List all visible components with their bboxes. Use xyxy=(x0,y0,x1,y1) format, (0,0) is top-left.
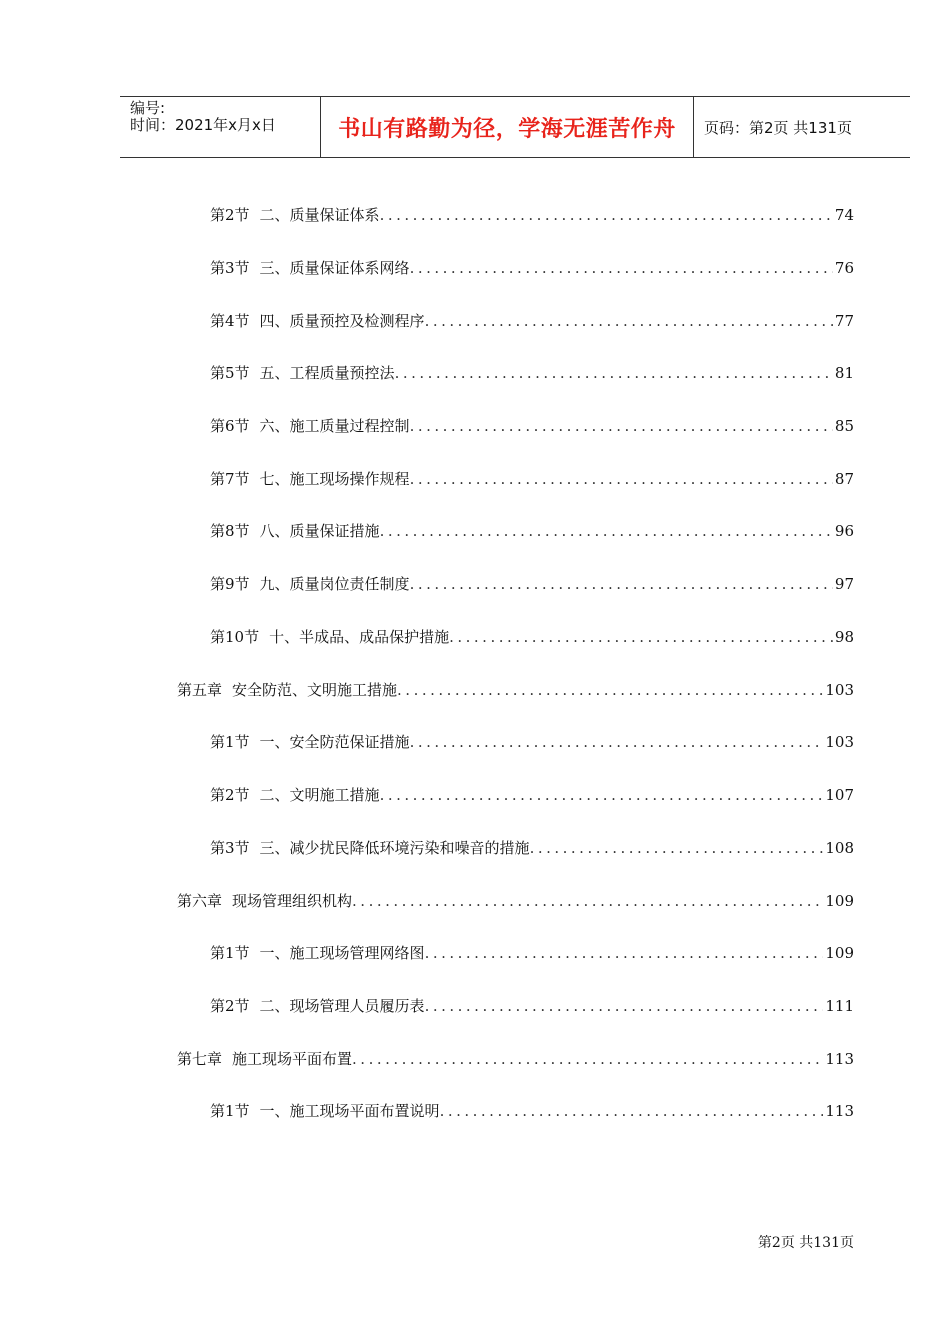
toc-leader-dots xyxy=(352,1048,823,1070)
toc-entry-number: 第六章 xyxy=(177,892,223,910)
toc-entry-page: 77 xyxy=(834,312,854,330)
toc-entry-title: 一、施工现场管理网络图 xyxy=(259,944,425,962)
toc-leader-dots xyxy=(530,837,824,859)
toc-leader-dots xyxy=(397,679,823,701)
toc-entry-title: 二、质量保证体系 xyxy=(259,206,380,224)
toc-entry[interactable] xyxy=(210,731,854,753)
toc-entry-title: 五、工程质量预控法 xyxy=(259,364,395,382)
toc-entry-number: 第4节 xyxy=(210,312,250,330)
toc-entry-page: 76 xyxy=(834,259,854,277)
toc-entry-page: 81 xyxy=(834,364,854,382)
toc-entry[interactable] xyxy=(210,257,854,279)
toc-entry-number: 第6节 xyxy=(210,417,250,435)
toc-entry[interactable] xyxy=(210,784,854,806)
toc-entry-page: 113 xyxy=(825,1050,854,1068)
toc-entry[interactable] xyxy=(210,837,854,859)
toc-entry-number: 第3节 xyxy=(210,259,250,277)
toc-entry-title: 九、质量岗位责任制度 xyxy=(259,575,410,593)
toc-entry-title: 六、施工质量过程控制 xyxy=(259,417,410,435)
toc-entry-title: 施工现场平面布置 xyxy=(232,1050,353,1068)
toc-entry-page: 109 xyxy=(825,944,854,962)
page-header xyxy=(120,96,910,158)
toc-entry[interactable] xyxy=(210,573,854,595)
toc-leader-dots xyxy=(380,204,833,226)
toc-entry-title: 十、半成品、成品保护措施 xyxy=(269,628,450,646)
toc-entry-page: 98 xyxy=(834,628,854,646)
toc-chapter-entry[interactable] xyxy=(177,679,854,701)
toc-leader-dots xyxy=(425,995,824,1017)
toc-entry-number: 第8节 xyxy=(210,522,250,540)
toc-entry[interactable] xyxy=(210,626,854,648)
toc-entry-number: 第7节 xyxy=(210,470,250,488)
toc-entry-page: 107 xyxy=(825,786,854,804)
toc-entry-number: 第9节 xyxy=(210,575,250,593)
toc-leader-dots xyxy=(395,362,833,384)
toc-entry-page: 103 xyxy=(825,733,854,751)
toc-entry-title: 四、质量预控及检测程序 xyxy=(259,312,425,330)
toc-entry-page: 111 xyxy=(825,997,854,1015)
toc-entry[interactable] xyxy=(210,520,854,542)
toc-leader-dots xyxy=(449,626,833,648)
toc-leader-dots xyxy=(352,890,823,912)
toc-leader-dots xyxy=(410,468,833,490)
toc-chapter-entry[interactable] xyxy=(177,890,854,912)
toc-entry-page: 96 xyxy=(834,522,854,540)
toc-entry-number: 第5节 xyxy=(210,364,250,382)
toc-entry-title: 七、施工现场操作规程 xyxy=(259,470,410,488)
toc-leader-dots xyxy=(425,310,833,332)
toc-entry-title: 一、施工现场平面布置说明 xyxy=(259,1102,440,1120)
header-time-label: 时间：2021年x月x日 xyxy=(130,116,276,134)
toc-entry[interactable] xyxy=(210,204,854,226)
toc-chapter-entry[interactable] xyxy=(177,1048,854,1070)
toc-entry-page: 113 xyxy=(825,1102,854,1120)
toc-entry-title: 安全防范、文明施工措施 xyxy=(232,681,398,699)
toc-entry-number: 第2节 xyxy=(210,997,250,1015)
toc-entry[interactable] xyxy=(210,310,854,332)
header-code-label: 编号: xyxy=(130,99,166,117)
toc-leader-dots xyxy=(410,731,824,753)
toc-leader-dots xyxy=(410,415,833,437)
header-motto: 书山有路勤为径，学海无涯苦作舟 xyxy=(338,116,676,142)
toc-entry-page: 97 xyxy=(834,575,854,593)
header-meta xyxy=(120,97,321,157)
toc-entry[interactable] xyxy=(210,942,854,964)
toc-entry-page: 109 xyxy=(825,892,854,910)
toc-leader-dots xyxy=(380,784,824,806)
toc-entry-number: 第3节 xyxy=(210,839,250,857)
toc-entry-title: 现场管理组织机构 xyxy=(232,892,353,910)
toc-entry-title: 八、质量保证措施 xyxy=(259,522,380,540)
toc-leader-dots xyxy=(440,1100,824,1122)
toc-leader-dots xyxy=(410,573,833,595)
toc-entry-number: 第七章 xyxy=(177,1050,223,1068)
toc-entry-number: 第1节 xyxy=(210,1102,250,1120)
toc-entry-page: 85 xyxy=(834,417,854,435)
toc-entry[interactable] xyxy=(210,468,854,490)
toc-entry-title: 三、减少扰民降低环境污染和噪音的措施 xyxy=(259,839,530,857)
toc-entry-number: 第1节 xyxy=(210,944,250,962)
toc-entry-number: 第10节 xyxy=(210,628,260,646)
header-page-info: 页码：第2页 共131页 xyxy=(704,118,852,137)
toc-entry-number: 第2节 xyxy=(210,786,250,804)
header-motto-cell xyxy=(321,97,694,157)
toc-entry-number: 第2节 xyxy=(210,206,250,224)
toc-entry[interactable] xyxy=(210,415,854,437)
toc-entry-title: 二、文明施工措施 xyxy=(259,786,380,804)
toc-entry-title: 二、现场管理人员履历表 xyxy=(259,997,425,1015)
toc-entry-number: 第1节 xyxy=(210,733,250,751)
toc-entry-page: 87 xyxy=(834,470,854,488)
toc-leader-dots xyxy=(425,942,824,964)
toc-entry[interactable] xyxy=(210,362,854,384)
toc-entry-page: 103 xyxy=(825,681,854,699)
toc-entry-title: 三、质量保证体系网络 xyxy=(259,259,410,277)
page-footer-number: 第2页 共131页 xyxy=(757,1235,854,1251)
toc-entry[interactable] xyxy=(210,995,854,1017)
toc-entry-page: 74 xyxy=(834,206,854,224)
toc-leader-dots xyxy=(410,257,833,279)
toc-entry-number: 第五章 xyxy=(177,681,223,699)
toc-leader-dots xyxy=(380,520,833,542)
toc-entry[interactable] xyxy=(210,1100,854,1122)
toc-entry-title: 一、安全防范保证措施 xyxy=(259,733,410,751)
toc-entry-page: 108 xyxy=(825,839,854,857)
